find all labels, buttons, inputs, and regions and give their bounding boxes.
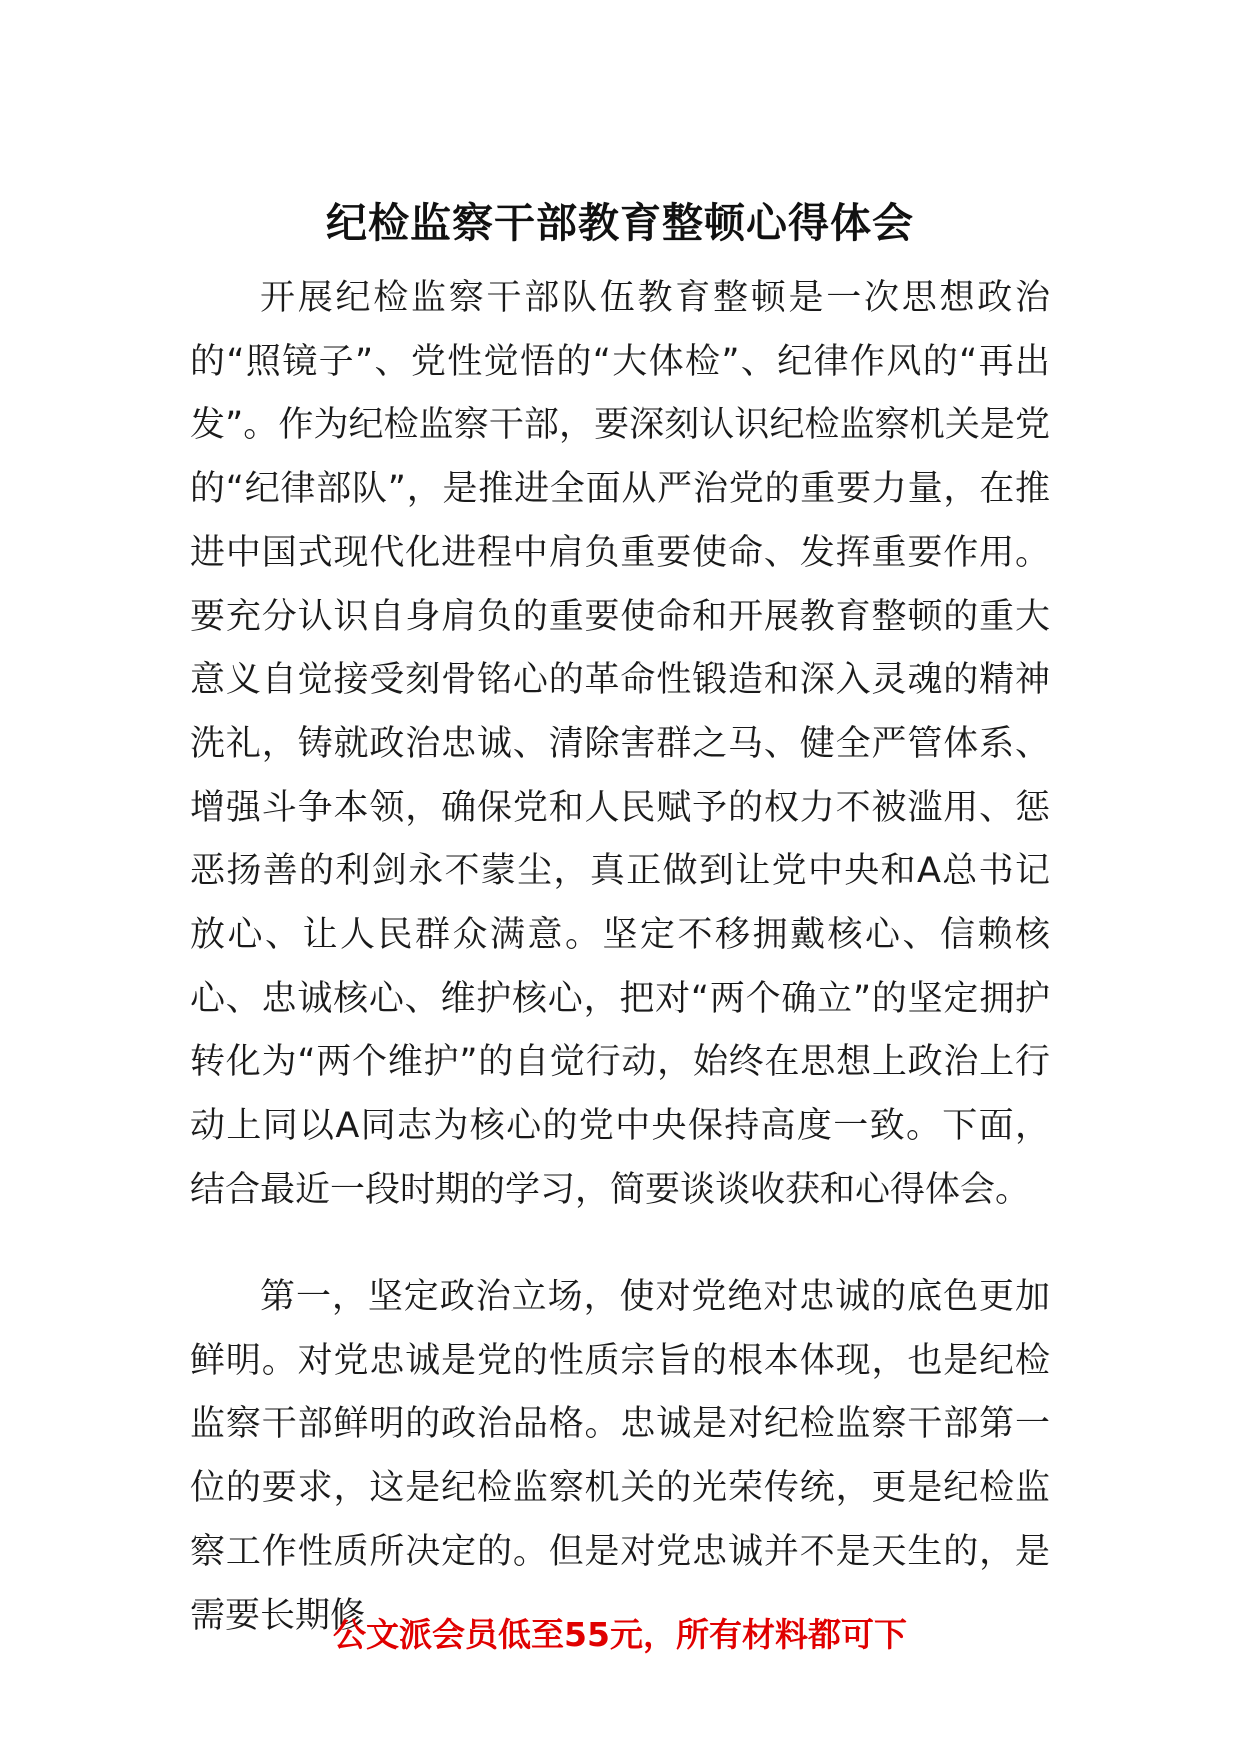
promo-footer: 公文派会员低至55元，所有材料都可下 — [333, 1615, 907, 1654]
document-title: 纪检监察干部教育整顿心得体会 — [326, 199, 914, 248]
paragraph-intro: 开展纪检监察干部队伍教育整顿是一次思想政治的“照镜子”、党性觉悟的“大体检”、纪律作风的“再出发”。作为纪检监察干部，要深刻认识纪检监察机关是党的“纪律部队”，是推进全面从严治党的重要力量，在推进中国式现代化进程中肩负重要使命、发挥重要作用。要充分认识自身肩负的重要使命和开展教育整顿的重大意义自觉接受刻骨铭心的革命性锻造和深入灵魂的精神洗礼，铸就政治忠诚、清除害群之马、健全严管体系、增强斗争本领，确保党和人民赋予的权力不被滥用、惩恶扬善的利剑永不蒙尘，真正做到让党中央和A总书记放心、让人民群众满意。坚定不移拥戴核心、信赖核心、忠诚核心、维护核心，把对“两个确立”的坚定拥护转化为“两个维护”的自觉行动，始终在思想上政治上行动上同以A同志为核心的党中央保持高度一致。下面，结合最近一段时期的学习，简要谈谈收获和心得体会。 — [190, 278, 1050, 1210]
paragraph-point-one: 第一，坚定政治立场，使对党绝对忠诚的底色更加鲜明。对党忠诚是党的性质宗旨的根本体现，也是纪检监察干部鲜明的政治品格。忠诚是对纪检监察干部第一位的要求，这是纪检监察机关的光荣传统，更是纪检监察工作性质所决定的。但是对党忠诚并不是天生的，是需要长期修 — [190, 1277, 1050, 1636]
